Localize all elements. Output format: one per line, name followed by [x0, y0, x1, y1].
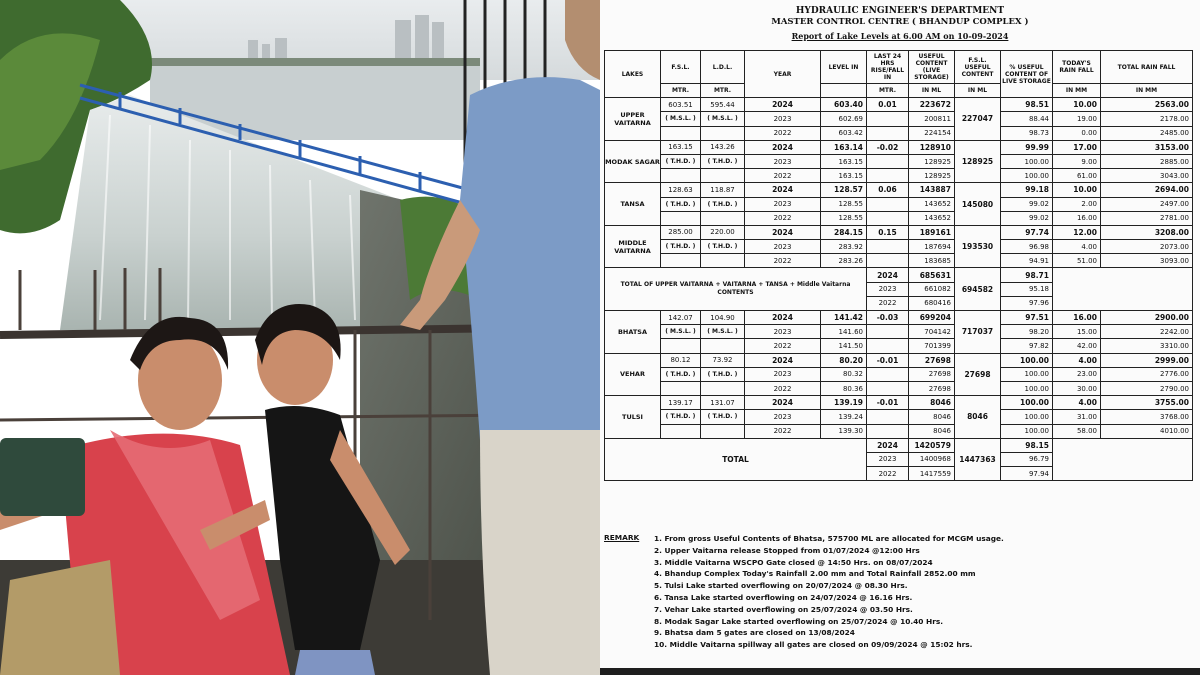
- fsl-blank: [661, 211, 701, 225]
- pct-cell: 99.18: [1001, 183, 1053, 197]
- pct-cell: 98.20: [1001, 325, 1053, 339]
- year-cell: 2024: [745, 311, 821, 325]
- table-row: [605, 112, 1193, 126]
- rise-cell: -0.03: [867, 311, 909, 325]
- today-rain-cell: 10.00: [1053, 98, 1101, 112]
- fsl-content-cell: 27698: [955, 353, 1001, 396]
- today-rain-cell: 58.00: [1053, 424, 1101, 438]
- useful-cell: 8046: [909, 424, 955, 438]
- pct-cell: 100.00: [1001, 381, 1053, 395]
- total-row: [605, 438, 1193, 452]
- total-rain-cell: 2563.00: [1101, 98, 1193, 112]
- rise-cell: [867, 339, 909, 353]
- total-rain-cell: 2885.00: [1101, 154, 1193, 168]
- col-year: YEAR: [745, 51, 821, 98]
- year-cell: 2024: [745, 353, 821, 367]
- total-rain-cell: 3310.00: [1101, 339, 1193, 353]
- useful-cell: 27698: [909, 367, 955, 381]
- rise-cell: [867, 169, 909, 183]
- useful-cell: 223672: [909, 98, 955, 112]
- useful-cell: 143652: [909, 197, 955, 211]
- col-pct: % USEFUL CONTENT OF LIVE STORAGE: [1001, 51, 1053, 98]
- fsl-content-cell: 145080: [955, 183, 1001, 226]
- rise-cell: [867, 126, 909, 140]
- fsl-content-cell: 193530: [955, 225, 1001, 268]
- phone: [0, 438, 85, 516]
- level-cell: 163.15: [821, 154, 867, 168]
- lake-levels-report: [600, 0, 1200, 675]
- table-row: [605, 183, 1193, 197]
- total-rain-cell: 3208.00: [1101, 225, 1193, 239]
- pct-cell: 97.74: [1001, 225, 1053, 239]
- lake-name: BHATSA: [605, 311, 661, 354]
- pct-cell: 99.99: [1001, 140, 1053, 154]
- total-rain-blank: [1053, 268, 1193, 311]
- year-cell: 2024: [745, 396, 821, 410]
- pct-cell: 97.51: [1001, 311, 1053, 325]
- pct-cell: 100.00: [1001, 424, 1053, 438]
- remark-item: 9. Bhatsa dam 5 gates are closed on 13/08/2024: [654, 628, 855, 638]
- table-row: [605, 240, 1193, 254]
- level-cell: 139.30: [821, 424, 867, 438]
- ldl-datum: ( M.S.L. ): [701, 112, 745, 126]
- total-year-cell: 2023: [867, 452, 909, 466]
- table-row: [605, 353, 1193, 367]
- today-rain-cell: 15.00: [1053, 325, 1101, 339]
- total-fsl-content-cell: 694582: [955, 268, 1001, 311]
- useful-cell: 704142: [909, 325, 955, 339]
- remark-item: 1. From gross Useful Contents of Bhatsa, 575700 ML are allocated for MCGM usage.: [654, 534, 1004, 543]
- total-label: TOTAL OF UPPER VAITARNA + VAITARNA + TANSA + Middle Vaitarna CONTENTS: [605, 268, 867, 311]
- unit-useful: IN ML: [909, 84, 955, 98]
- level-cell: 80.36: [821, 381, 867, 395]
- ldl-datum: ( T.H.D. ): [701, 410, 745, 424]
- total-year-cell: 2022: [867, 467, 909, 481]
- level-cell: 141.42: [821, 311, 867, 325]
- rise-cell: [867, 254, 909, 268]
- rise-cell: 0.06: [867, 183, 909, 197]
- level-cell: 163.15: [821, 169, 867, 183]
- remark-item: 10. Middle Vaitarna spillway all gates are closed on 09/09/2024 @ 15:02 hrs.: [654, 640, 973, 650]
- fsl-blank: [661, 126, 701, 140]
- total-rain-cell: 3755.00: [1101, 396, 1193, 410]
- woman-taking-selfie: [0, 317, 290, 675]
- pct-cell: 99.02: [1001, 197, 1053, 211]
- lake-name: VEHAR: [605, 353, 661, 396]
- fsl-value: 80.12: [661, 353, 701, 367]
- lake-name: TANSA: [605, 183, 661, 226]
- pct-cell: 99.02: [1001, 211, 1053, 225]
- total-rain-cell: 2999.00: [1101, 353, 1193, 367]
- today-rain-cell: 12.00: [1053, 225, 1101, 239]
- useful-cell: 224154: [909, 126, 955, 140]
- unit-total-rain: IN MM: [1101, 84, 1193, 98]
- total-rain-blank: [1053, 438, 1193, 481]
- table-row: [605, 367, 1193, 381]
- pct-cell: 100.00: [1001, 353, 1053, 367]
- pct-cell: 97.82: [1001, 339, 1053, 353]
- year-cell: 2024: [745, 98, 821, 112]
- year-cell: 2023: [745, 197, 821, 211]
- total-rain-cell: 2178.00: [1101, 112, 1193, 126]
- rise-cell: 0.15: [867, 225, 909, 239]
- total-useful-cell: 685631: [909, 268, 955, 282]
- level-cell: 139.19: [821, 396, 867, 410]
- pct-cell: 98.51: [1001, 98, 1053, 112]
- ldl-blank: [701, 169, 745, 183]
- remark-item: 8. Modak Sagar Lake started overflowing on 25/07/2024 @ 10.40 Hrs.: [654, 616, 944, 626]
- useful-cell: 189161: [909, 225, 955, 239]
- total-year-cell: 2023: [867, 282, 909, 296]
- fsl-value: 163.15: [661, 140, 701, 154]
- total-fsl-content-cell: 1447363: [955, 438, 1001, 481]
- col-today-rain: TODAY'S RAIN FALL: [1053, 51, 1101, 84]
- rise-cell: -0.01: [867, 353, 909, 367]
- ldl-blank: [701, 339, 745, 353]
- table-row: [605, 197, 1193, 211]
- fsl-blank: [661, 424, 701, 438]
- total-rain-cell: 3153.00: [1101, 140, 1193, 154]
- rise-cell: [867, 424, 909, 438]
- year-cell: 2022: [745, 254, 821, 268]
- today-rain-cell: 17.00: [1053, 140, 1101, 154]
- total-rain-cell: 2242.00: [1101, 325, 1193, 339]
- lake-name: MIDDLE VAITARNA: [605, 225, 661, 268]
- pct-cell: 100.00: [1001, 367, 1053, 381]
- ldl-blank: [701, 211, 745, 225]
- unit-today-rain: IN MM: [1053, 84, 1101, 98]
- total-label: TOTAL: [605, 438, 867, 481]
- table-row: [605, 254, 1193, 268]
- level-cell: 602.69: [821, 112, 867, 126]
- ldl-value: 220.00: [701, 225, 745, 239]
- table-row: [605, 225, 1193, 239]
- level-cell: 603.42: [821, 126, 867, 140]
- col-total-rain: TOTAL RAIN FALL: [1101, 51, 1193, 84]
- col-level: LEVEL IN: [821, 51, 867, 84]
- total-useful-cell: 1400968: [909, 452, 955, 466]
- useful-cell: 8046: [909, 410, 955, 424]
- fsl-datum: ( M.S.L. ): [661, 325, 701, 339]
- total-useful-cell: 1417559: [909, 467, 955, 481]
- fsl-datum: ( M.S.L. ): [661, 112, 701, 126]
- level-cell: 128.55: [821, 211, 867, 225]
- pct-cell: 94.91: [1001, 254, 1053, 268]
- level-cell: 141.60: [821, 325, 867, 339]
- total-rain-cell: 2776.00: [1101, 367, 1193, 381]
- fsl-content-cell: 8046: [955, 396, 1001, 439]
- today-rain-cell: 16.00: [1053, 311, 1101, 325]
- total-row: [605, 268, 1193, 282]
- col-rise: LAST 24 HRS RISE/FALL IN: [867, 51, 909, 84]
- today-rain-cell: 9.00: [1053, 154, 1101, 168]
- year-cell: 2023: [745, 112, 821, 126]
- year-cell: 2023: [745, 240, 821, 254]
- total-rain-cell: 2900.00: [1101, 311, 1193, 325]
- report-department: HYDRAULIC ENGINEER'S DEPARTMENT: [795, 6, 1005, 16]
- ldl-blank: [701, 381, 745, 395]
- useful-cell: 187694: [909, 240, 955, 254]
- ldl-blank: [701, 254, 745, 268]
- rise-cell: -0.01: [867, 396, 909, 410]
- fsl-value: 128.63: [661, 183, 701, 197]
- total-year-cell: 2024: [867, 438, 909, 452]
- fsl-value: 139.17: [661, 396, 701, 410]
- table-row: [605, 325, 1193, 339]
- year-cell: 2022: [745, 381, 821, 395]
- col-lakes: LAKES: [605, 51, 661, 98]
- fsl-blank: [661, 169, 701, 183]
- total-rain-cell: 2073.00: [1101, 240, 1193, 254]
- useful-cell: 143652: [909, 211, 955, 225]
- rise-cell: [867, 211, 909, 225]
- year-cell: 2023: [745, 154, 821, 168]
- total-rain-cell: 2790.00: [1101, 381, 1193, 395]
- year-cell: 2024: [745, 183, 821, 197]
- pct-cell: 100.00: [1001, 154, 1053, 168]
- year-cell: 2023: [745, 367, 821, 381]
- ldl-value: 131.07: [701, 396, 745, 410]
- total-rain-cell: 4010.00: [1101, 424, 1193, 438]
- fsl-blank: [661, 381, 701, 395]
- report-centre: MASTER CONTROL CENTRE ( BHANDUP COMPLEX ): [771, 17, 1029, 27]
- level-cell: 141.50: [821, 339, 867, 353]
- level-cell: 139.24: [821, 410, 867, 424]
- rise-cell: [867, 154, 909, 168]
- today-rain-cell: 10.00: [1053, 183, 1101, 197]
- today-rain-cell: 19.00: [1053, 112, 1101, 126]
- table-row: [605, 410, 1193, 424]
- level-cell: 163.14: [821, 140, 867, 154]
- useful-cell: 8046: [909, 396, 955, 410]
- table-row: [605, 311, 1193, 325]
- table-row: [605, 140, 1193, 154]
- table-row: [605, 154, 1193, 168]
- year-cell: 2022: [745, 339, 821, 353]
- total-rain-cell: 3093.00: [1101, 254, 1193, 268]
- useful-cell: 699204: [909, 311, 955, 325]
- level-cell: 128.57: [821, 183, 867, 197]
- total-pct-cell: 97.94: [1001, 467, 1053, 481]
- remark-item: 6. Tansa Lake started overflowing on 24/07/2024 @ 16.16 Hrs.: [654, 592, 913, 602]
- total-pct-cell: 95.18: [1001, 282, 1053, 296]
- useful-cell: 200811: [909, 112, 955, 126]
- rise-cell: [867, 112, 909, 126]
- remark-item: 5. Tulsi Lake started overflowing on 20/07/2024 @ 08.30 Hrs.: [654, 581, 908, 591]
- total-rain-cell: 2694.00: [1101, 183, 1193, 197]
- year-cell: 2022: [745, 424, 821, 438]
- today-rain-cell: 31.00: [1053, 410, 1101, 424]
- rise-cell: [867, 381, 909, 395]
- col-fsl: F.S.L.: [661, 51, 701, 84]
- useful-cell: 183685: [909, 254, 955, 268]
- lake-name: TULSI: [605, 396, 661, 439]
- useful-cell: 27698: [909, 353, 955, 367]
- year-cell: 2024: [745, 225, 821, 239]
- today-rain-cell: 0.00: [1053, 126, 1101, 140]
- fsl-datum: ( T.H.D. ): [661, 367, 701, 381]
- table-row: [605, 126, 1193, 140]
- today-rain-cell: 16.00: [1053, 211, 1101, 225]
- fsl-datum: ( T.H.D. ): [661, 197, 701, 211]
- rise-cell: [867, 410, 909, 424]
- col-fsl-content: F.S.L. USEFUL CONTENT: [955, 51, 1001, 84]
- ldl-blank: [701, 126, 745, 140]
- ldl-datum: ( T.H.D. ): [701, 240, 745, 254]
- lake-name: MODAK SAGAR: [605, 140, 661, 183]
- report-title: Report of Lake Levels at 6.00 AM on 10-09-2024: [791, 31, 1009, 41]
- bottom-bar: [600, 668, 1200, 675]
- level-cell: 283.92: [821, 240, 867, 254]
- total-year-cell: 2022: [867, 296, 909, 310]
- level-cell: 80.20: [821, 353, 867, 367]
- useful-cell: 128925: [909, 169, 955, 183]
- ldl-datum: ( M.S.L. ): [701, 325, 745, 339]
- useful-cell: 143887: [909, 183, 955, 197]
- pct-cell: 100.00: [1001, 410, 1053, 424]
- ldl-datum: ( T.H.D. ): [701, 154, 745, 168]
- table-row: [605, 396, 1193, 410]
- rise-cell: [867, 197, 909, 211]
- remark-item: 2. Upper Vaitarna release Stopped from 01/07/2024 @12:00 Hrs: [654, 545, 920, 555]
- rise-cell: [867, 367, 909, 381]
- today-rain-cell: 42.00: [1053, 339, 1101, 353]
- remark-item: 7. Vehar Lake started overflowing on 25/07/2024 @ 03.50 Hrs.: [654, 604, 913, 614]
- fsl-content-cell: 227047: [955, 98, 1001, 141]
- unit-rise: MTR.: [867, 84, 909, 98]
- today-rain-cell: 2.00: [1053, 197, 1101, 211]
- table-row: [605, 211, 1193, 225]
- level-cell: 603.40: [821, 98, 867, 112]
- total-rain-cell: 3043.00: [1101, 169, 1193, 183]
- total-rain-cell: 2485.00: [1101, 126, 1193, 140]
- table-row: [605, 424, 1193, 438]
- rise-cell: -0.02: [867, 140, 909, 154]
- ldl-value: 73.92: [701, 353, 745, 367]
- year-cell: 2022: [745, 211, 821, 225]
- year-cell: 2024: [745, 140, 821, 154]
- total-pct-cell: 96.79: [1001, 452, 1053, 466]
- ldl-blank: [701, 424, 745, 438]
- header-row: [605, 51, 1193, 84]
- level-cell: 80.32: [821, 367, 867, 381]
- rise-cell: 0.01: [867, 98, 909, 112]
- table-row: [605, 339, 1193, 353]
- fsl-value: 285.00: [661, 225, 701, 239]
- level-cell: 284.15: [821, 225, 867, 239]
- fsl-datum: ( T.H.D. ): [661, 410, 701, 424]
- useful-cell: 128925: [909, 154, 955, 168]
- year-cell: 2022: [745, 126, 821, 140]
- unit-fsl: MTR.: [661, 84, 701, 98]
- total-pct-cell: 98.71: [1001, 268, 1053, 282]
- useful-cell: 701399: [909, 339, 955, 353]
- col-ldl: L.D.L.: [701, 51, 745, 84]
- useful-cell: 27698: [909, 381, 955, 395]
- col-useful: USEFUL CONTENT (LIVE STORAGE): [909, 51, 955, 84]
- fsl-content-cell: 717037: [955, 311, 1001, 354]
- total-useful-cell: 680416: [909, 296, 955, 310]
- fsl-blank: [661, 254, 701, 268]
- pct-cell: 100.00: [1001, 169, 1053, 183]
- pct-cell: 88.44: [1001, 112, 1053, 126]
- today-rain-cell: 23.00: [1053, 367, 1101, 381]
- rise-cell: [867, 325, 909, 339]
- ldl-value: 143.26: [701, 140, 745, 154]
- table-row: [605, 98, 1193, 112]
- rise-cell: [867, 240, 909, 254]
- today-rain-cell: 4.00: [1053, 353, 1101, 367]
- year-cell: 2023: [745, 325, 821, 339]
- year-cell: 2022: [745, 169, 821, 183]
- ldl-value: 595.44: [701, 98, 745, 112]
- fsl-value: 142.07: [661, 311, 701, 325]
- total-rain-cell: 3768.00: [1101, 410, 1193, 424]
- table-row: [605, 381, 1193, 395]
- total-pct-cell: 97.96: [1001, 296, 1053, 310]
- ldl-datum: ( T.H.D. ): [701, 367, 745, 381]
- lake-levels-table: [604, 50, 1193, 481]
- level-cell: 283.26: [821, 254, 867, 268]
- pct-cell: 100.00: [1001, 396, 1053, 410]
- total-useful-cell: 1420579: [909, 438, 955, 452]
- ldl-datum: ( T.H.D. ): [701, 197, 745, 211]
- remark-item: 3. Middle Vaitarna WSCPO Gate closed @ 14:50 Hrs. on 08/07/2024: [654, 557, 933, 567]
- fsl-content-cell: 128925: [955, 140, 1001, 183]
- lake-name: UPPER VAITARNA: [605, 98, 661, 141]
- unit-ldl: MTR.: [701, 84, 745, 98]
- year-cell: 2023: [745, 410, 821, 424]
- ldl-value: 104.90: [701, 311, 745, 325]
- today-rain-cell: 51.00: [1053, 254, 1101, 268]
- unit-fsl-content: IN ML: [955, 84, 1001, 98]
- fsl-blank: [661, 339, 701, 353]
- fsl-datum: ( T.H.D. ): [661, 154, 701, 168]
- table-row: [605, 169, 1193, 183]
- units-row: [605, 84, 1193, 98]
- today-rain-cell: 4.00: [1053, 240, 1101, 254]
- far-shore: [150, 58, 480, 66]
- remark-item: 4. Bhandup Complex Today's Rainfall 2.00 mm and Total Rainfall 2852.00 mm: [654, 569, 976, 579]
- total-year-cell: 2024: [867, 268, 909, 282]
- unit-level: [821, 84, 867, 98]
- pct-cell: 98.73: [1001, 126, 1053, 140]
- total-rain-cell: 2781.00: [1101, 211, 1193, 225]
- total-useful-cell: 661082: [909, 282, 955, 296]
- useful-cell: 128910: [909, 140, 955, 154]
- remarks-list: [654, 533, 1004, 651]
- total-rain-cell: 2497.00: [1101, 197, 1193, 211]
- remarks-label: REMARK: [604, 533, 640, 542]
- total-pct-cell: 98.15: [1001, 438, 1053, 452]
- fsl-datum: ( T.H.D. ): [661, 240, 701, 254]
- today-rain-cell: 4.00: [1053, 396, 1101, 410]
- today-rain-cell: 30.00: [1053, 381, 1101, 395]
- pct-cell: 96.98: [1001, 240, 1053, 254]
- level-cell: 128.55: [821, 197, 867, 211]
- ldl-value: 118.87: [701, 183, 745, 197]
- today-rain-cell: 61.00: [1053, 169, 1101, 183]
- fsl-value: 603.51: [661, 98, 701, 112]
